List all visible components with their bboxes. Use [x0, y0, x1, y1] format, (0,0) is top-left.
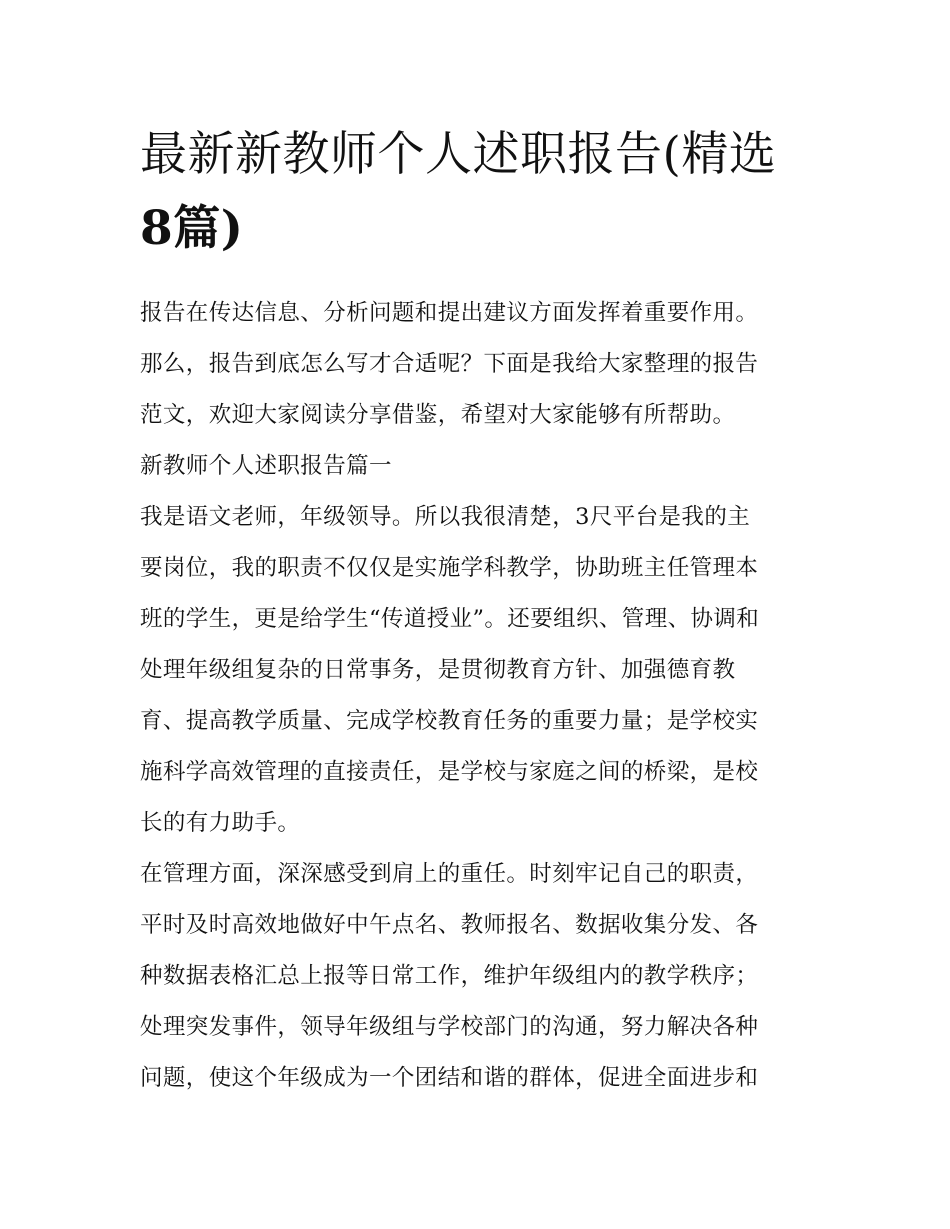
- text-line: 长的有力助手。: [140, 810, 301, 836]
- text-line: 问题，使这个年级成为一个团结和谐的群体，促进全面进步和: [140, 1065, 759, 1091]
- body-paragraph-1: [140, 492, 816, 849]
- text-line: 班的学生，更是给学生“传道授业”。还要组织、管理、协调和: [140, 606, 760, 632]
- intro-paragraph: [140, 288, 816, 441]
- section-heading-text: 新教师个人述职报告篇一: [140, 453, 392, 479]
- text-line: 在管理方面，深深感受到肩上的重任。时刻牢记自己的职责，: [140, 861, 759, 887]
- text-line: 我是语文老师，年级领导。所以我很清楚，3尺平台是我的主: [140, 504, 751, 530]
- text-line: 范文，欢迎大家阅读分享借鉴，希望对大家能够有所帮助。: [140, 402, 736, 428]
- document-body: [140, 118, 816, 1104]
- text-line: 那么，报告到底怎么写才合适呢？下面是我给大家整理的报告: [140, 351, 759, 377]
- text-line: 种数据表格汇总上报等日常工作，维护年级组内的教学秩序；: [140, 963, 759, 989]
- text-line: 要岗位，我的职责不仅仅是实施学科教学，协助班主任管理本: [140, 555, 759, 581]
- text-line: 报告在传达信息、分析问题和提出建议方面发挥着重要作用。: [140, 300, 759, 326]
- section-heading: [140, 441, 816, 492]
- text-line: 育、提高教学质量、完成学校教育任务的重要力量；是学校实: [140, 708, 759, 734]
- text-line: 平时及时高效地做好中午点名、教师报名、数据收集分发、各: [140, 912, 759, 938]
- text-line: 施科学高效管理的直接责任，是学校与家庭之间的桥梁，是校: [140, 759, 759, 785]
- text-line: 处理突发事件，领导年级组与学校部门的沟通，努力解决各种: [140, 1014, 759, 1040]
- title-line-2: 8篇): [140, 201, 244, 256]
- title-line-1: 最新新教师个人述职报告(精选: [140, 127, 777, 182]
- document-title: [140, 118, 816, 266]
- text-line: 处理年级组复杂的日常事务，是贯彻教育方针、加强德育教: [140, 657, 736, 683]
- body-paragraph-2: [140, 849, 816, 1104]
